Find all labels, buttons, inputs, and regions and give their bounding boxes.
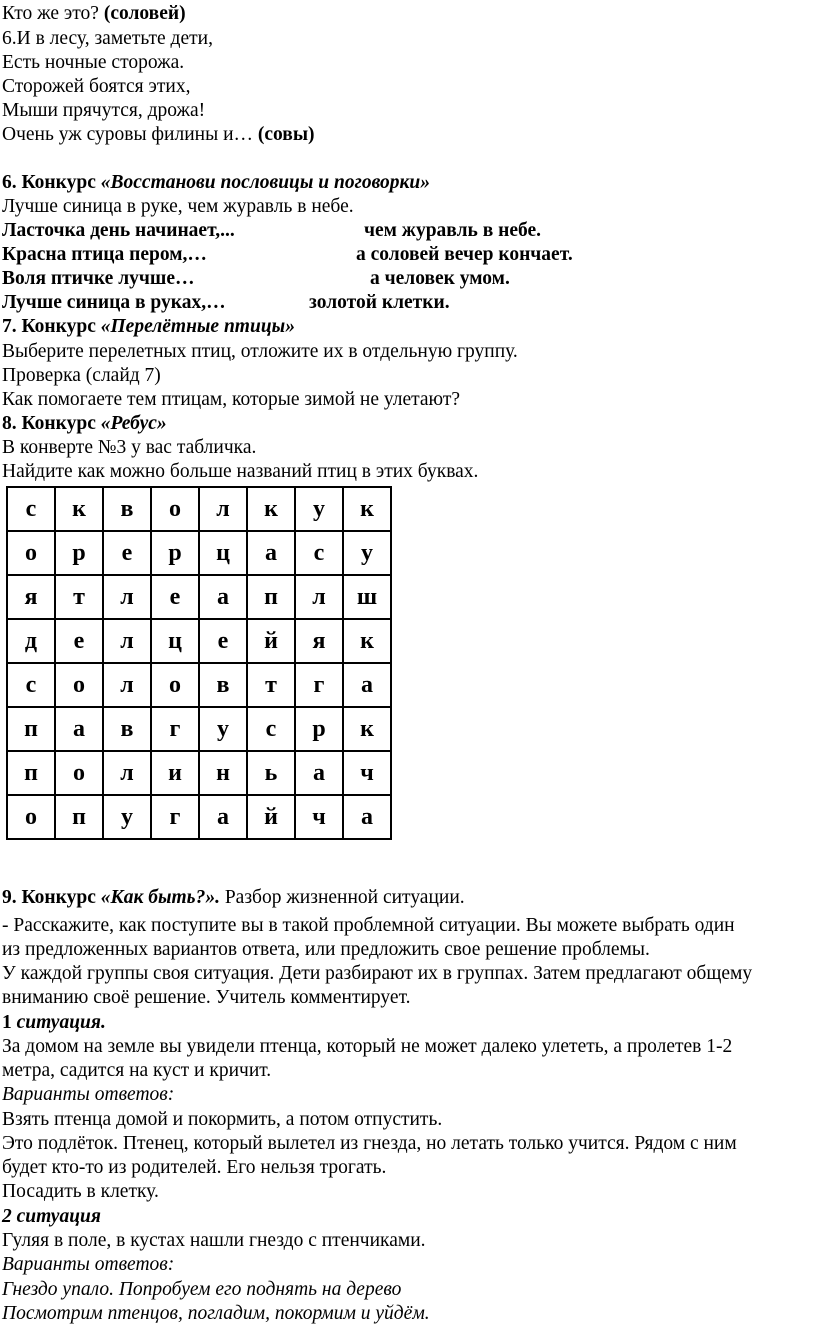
- grid-row: [7, 795, 391, 839]
- grid-cell: о: [7, 531, 55, 575]
- grid-cell: ш: [343, 575, 391, 619]
- proverb-left: Красна птица пером,…: [2, 244, 207, 265]
- proverb-right: а соловей вечер кончает.: [356, 244, 573, 265]
- grid-cell: р: [151, 531, 199, 575]
- contest7-title: «Перелётные птицы»: [100, 316, 295, 337]
- proverb-left: Ласточка день начинает,...: [2, 220, 235, 241]
- grid-cell: л: [103, 663, 151, 707]
- grid-cell: я: [295, 619, 343, 663]
- grid-cell: л: [103, 751, 151, 795]
- contest9-subtitle: Разбор жизненной ситуации.: [219, 887, 465, 908]
- grid-cell: а: [199, 575, 247, 619]
- grid-cell: л: [103, 575, 151, 619]
- grid-row: [7, 575, 391, 619]
- variant-line: Это подлёток. Птенец, который вылетел из гнезда, но летать только учится. Рядом с ним: [2, 1133, 737, 1154]
- grid-cell: о: [55, 751, 103, 795]
- grid-cell: в: [199, 663, 247, 707]
- proverb-example: Лучше синица в руке, чем журавль в небе.: [2, 196, 354, 217]
- text-line: Как помогаете тем птицам, которые зимой не улетают?: [2, 389, 461, 410]
- text-line: За домом на земле вы увидели птенца, который не может далеко улететь, а пролетев 1-2: [2, 1036, 733, 1057]
- contest7-heading: 7. Конкурс «Перелётные птицы»: [2, 316, 295, 337]
- contest9-title: «Как быть?».: [100, 887, 220, 908]
- text-line: метра, садится на куст и кричит.: [2, 1060, 272, 1081]
- riddle-answer: (совы): [257, 124, 315, 145]
- riddle-line: Кто же это? (соловей): [2, 3, 186, 24]
- grid-row: [7, 531, 391, 575]
- grid-cell: к: [343, 487, 391, 531]
- grid-cell: к: [247, 487, 295, 531]
- grid-cell: а: [55, 707, 103, 751]
- grid-cell: в: [103, 487, 151, 531]
- grid-cell: а: [199, 795, 247, 839]
- grid-cell: к: [343, 707, 391, 751]
- riddle-line: Есть ночные сторожа.: [2, 52, 185, 73]
- grid-cell: ь: [247, 751, 295, 795]
- grid-cell: г: [295, 663, 343, 707]
- riddle-line: Очень уж суровы филины и… (совы): [2, 124, 315, 145]
- grid-cell: ц: [151, 619, 199, 663]
- grid-cell: у: [103, 795, 151, 839]
- variant-line: Взять птенца домой и покормить, а потом отпустить.: [2, 1109, 443, 1130]
- grid-row: [7, 619, 391, 663]
- grid-cell: к: [343, 619, 391, 663]
- grid-cell: у: [295, 487, 343, 531]
- grid-cell: к: [55, 487, 103, 531]
- grid-cell: н: [199, 751, 247, 795]
- riddle-line: Мыши прячутся, дрожа!: [2, 100, 206, 121]
- situation1-heading: 1 ситуация.: [2, 1012, 106, 1033]
- grid-cell: т: [55, 575, 103, 619]
- grid-cell: у: [343, 531, 391, 575]
- variant-line: будет кто-то из родителей. Его нельзя трогать.: [2, 1157, 387, 1178]
- text-line: Выберите перелетных птиц, отложите их в отдельную группу.: [2, 341, 518, 362]
- contest8-heading: 8. Конкурс «Ребус»: [2, 413, 167, 434]
- grid-row: [7, 707, 391, 751]
- grid-cell: с: [247, 707, 295, 751]
- variants-label: Варианты ответов:: [2, 1254, 175, 1275]
- situation2-heading: 2 ситуация: [2, 1206, 101, 1227]
- grid-cell: е: [151, 575, 199, 619]
- text-line: - Расскажите, как поступите вы в такой проблемной ситуации. Вы можете выбрать один: [2, 915, 735, 936]
- grid-cell: о: [55, 663, 103, 707]
- grid-cell: п: [7, 751, 55, 795]
- text-line: Гуляя в поле, в кустах нашли гнездо с птенчиками.: [2, 1230, 426, 1251]
- contest6-heading: 6. Конкурс «Восстанови пословицы и поговорки»: [2, 172, 431, 193]
- grid-cell: ч: [295, 795, 343, 839]
- text-line: У каждой группы своя ситуация. Дети разбирают их в группах. Затем предлагают общему: [2, 963, 753, 984]
- grid-cell: л: [103, 619, 151, 663]
- grid-cell: л: [295, 575, 343, 619]
- grid-row: [7, 663, 391, 707]
- grid-cell: с: [7, 663, 55, 707]
- proverb-right: золотой клетки.: [309, 292, 450, 313]
- riddle-line: 6.И в лесу, заметьте дети,: [2, 28, 213, 49]
- grid-cell: й: [247, 619, 295, 663]
- grid-cell: ч: [343, 751, 391, 795]
- proverb-left: Лучше синица в руках,…: [2, 292, 226, 313]
- proverb-right: чем журавль в небе.: [364, 220, 542, 241]
- grid-cell: л: [199, 487, 247, 531]
- grid-cell: а: [343, 663, 391, 707]
- grid-cell: г: [151, 795, 199, 839]
- grid-cell: т: [247, 663, 295, 707]
- grid-cell: о: [151, 663, 199, 707]
- grid-cell: а: [295, 751, 343, 795]
- grid-cell: е: [55, 619, 103, 663]
- variants-label: Варианты ответов:: [2, 1084, 175, 1105]
- grid-cell: п: [55, 795, 103, 839]
- grid-cell: е: [199, 619, 247, 663]
- grid-cell: я: [7, 575, 55, 619]
- grid-cell: ц: [199, 531, 247, 575]
- riddle-answer: (соловей): [103, 3, 186, 24]
- grid-cell: е: [103, 531, 151, 575]
- grid-cell: й: [247, 795, 295, 839]
- text-line: из предложенных вариантов ответа, или предложить свое решение проблемы.: [2, 939, 650, 960]
- grid-cell: а: [343, 795, 391, 839]
- grid-row: [7, 751, 391, 795]
- contest6-title: «Восстанови пословицы и поговорки»: [100, 172, 431, 193]
- text-line: Проверка (слайд 7): [2, 365, 161, 386]
- grid-cell: г: [151, 707, 199, 751]
- variant-line: Посмотрим птенцов, погладим, покормим и уйдём.: [2, 1303, 430, 1324]
- grid-cell: п: [247, 575, 295, 619]
- letter-grid: [6, 486, 392, 840]
- grid-cell: д: [7, 619, 55, 663]
- grid-cell: о: [7, 795, 55, 839]
- grid-cell: с: [295, 531, 343, 575]
- text-line: Найдите как можно больше названий птиц в этих буквах.: [2, 461, 479, 482]
- text-line: В конверте №3 у вас табличка.: [2, 437, 257, 458]
- grid-row: [7, 487, 391, 531]
- grid-cell: у: [199, 707, 247, 751]
- riddle-line: Сторожей боятся этих,: [2, 76, 191, 97]
- grid-cell: о: [151, 487, 199, 531]
- variant-line: Посадить в клетку.: [2, 1181, 159, 1202]
- proverb-right: а человек умом.: [370, 268, 510, 289]
- grid-cell: с: [7, 487, 55, 531]
- contest8-title: «Ребус»: [100, 413, 167, 434]
- grid-cell: а: [247, 531, 295, 575]
- variant-line: Гнездо упало. Попробуем его поднять на дерево: [2, 1279, 402, 1300]
- grid-cell: р: [55, 531, 103, 575]
- text-line: вниманию своё решение. Учитель комментирует.: [2, 987, 411, 1008]
- grid-cell: р: [295, 707, 343, 751]
- grid-cell: и: [151, 751, 199, 795]
- contest9-heading: 9. Конкурс «Как быть?». Разбор жизненной ситуации.: [2, 887, 465, 908]
- grid-cell: п: [7, 707, 55, 751]
- grid-cell: в: [103, 707, 151, 751]
- proverb-left: Воля птичке лучше…: [2, 268, 195, 289]
